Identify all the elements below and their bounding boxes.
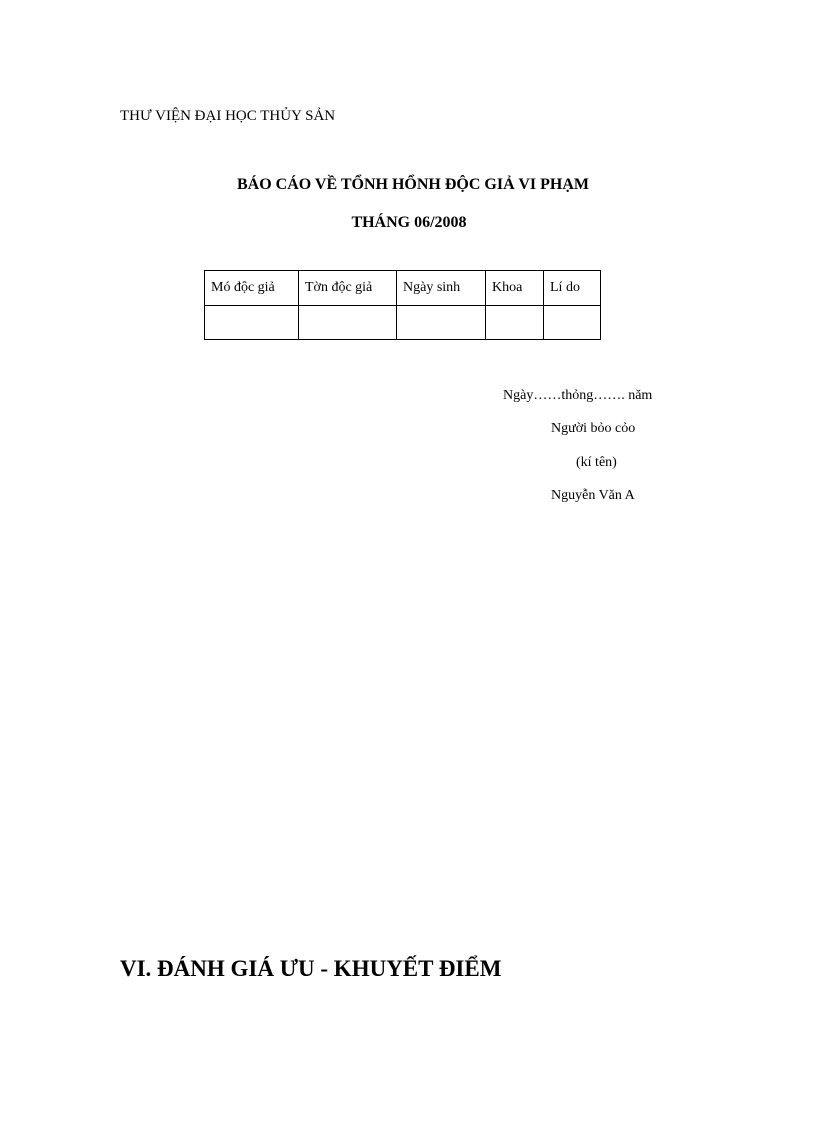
signature-note: (kí tên) [576,455,617,470]
column-header-birth-date: Ngày sinh [397,271,486,306]
column-header-reader-id: Mó độc giả [205,271,299,306]
table-cell [397,306,486,340]
column-header-reader-name: Tờn độc giả [299,271,397,306]
violation-table [204,270,601,340]
table-row [205,306,601,340]
table-cell [205,306,299,340]
column-header-faculty: Khoa [486,271,544,306]
library-name: THƯ VIỆN ĐẠI HỌC THỦY SẢN [120,108,336,124]
signature-date-line: Ngày……thỏng……. năm [503,388,653,403]
signature-name: Nguyễn Văn A [551,488,635,503]
table-header-row [205,271,601,306]
signature-role: Người bỏo cỏo [551,421,636,436]
column-header-reason: Lí do [544,271,601,306]
table-cell [299,306,397,340]
report-title: BÁO CÁO VỀ TỔNH HỔNH ĐỘC GIẢ VI PHẠM [236,176,590,193]
report-month: THÁNG 06/2008 [351,214,467,231]
section-heading: VI. ĐÁNH GIÁ ƯU - KHUYẾT ĐIỂM [120,956,502,981]
table-cell [486,306,544,340]
table-cell [544,306,601,340]
